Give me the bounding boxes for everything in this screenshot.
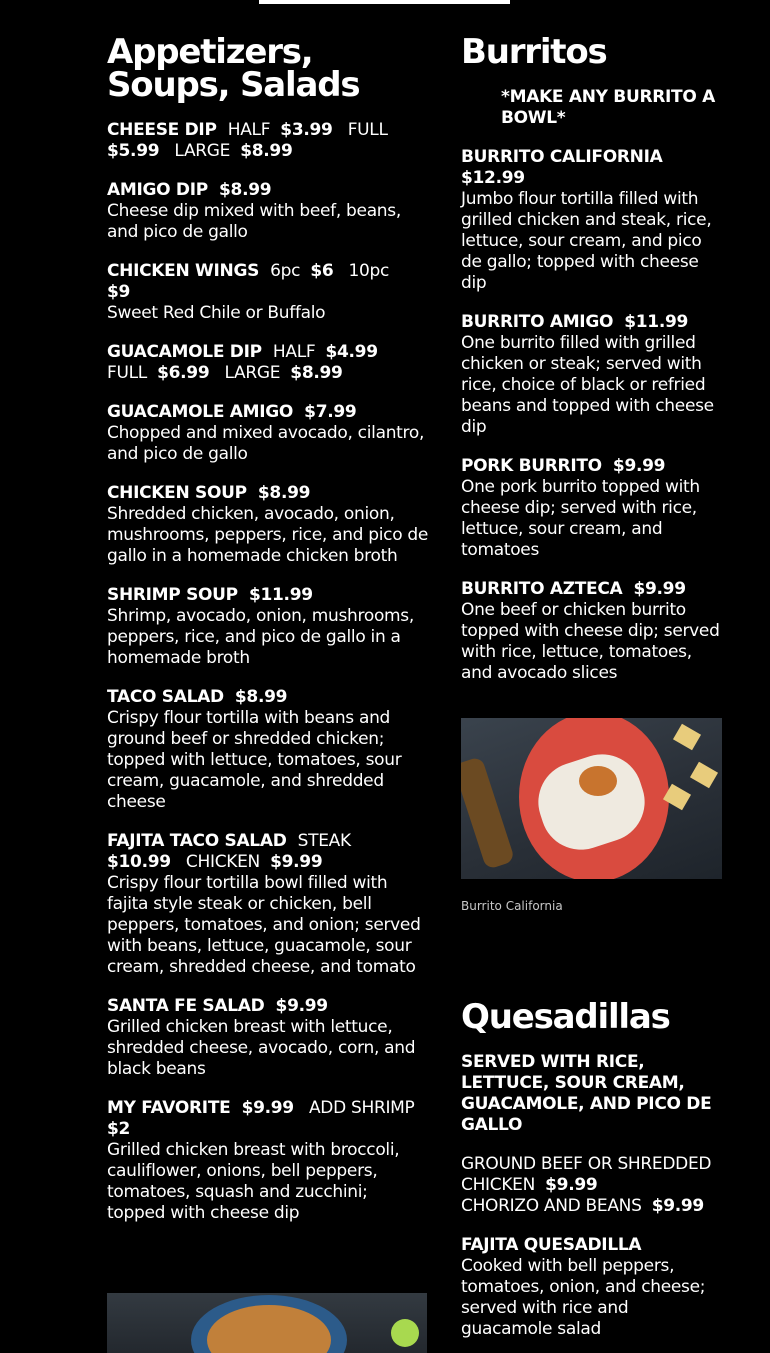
- menu-item-heading: [107, 180, 429, 201]
- chip-shape: [690, 762, 718, 789]
- item-price: $12.99: [461, 168, 525, 188]
- item-price: $8.99: [219, 180, 272, 200]
- item-price: $11.99: [248, 585, 313, 605]
- item-name: CHEESE DIP: [107, 120, 217, 140]
- item-description: Crispy flour tortilla with beans and ground beef or shredded chicken; topped with lettuce, tomatoes, sour cream, guacamole, and shredded cheese: [107, 708, 402, 812]
- item-name: BURRITO CALIFORNIA: [461, 147, 663, 167]
- menu-item-heading: [107, 831, 429, 873]
- item-price: $9: [107, 282, 131, 302]
- menu-item: [461, 312, 723, 438]
- size-option: FULL: [107, 363, 147, 383]
- item-name: FAJITA QUESADILLA: [461, 1235, 642, 1255]
- filling-shape: [579, 766, 617, 796]
- size-option: FULL: [347, 120, 388, 140]
- item-price: $8.99: [234, 687, 288, 707]
- item-name: FAJITA TACO SALAD: [107, 831, 287, 851]
- item-name: AMIGO DIP: [107, 180, 208, 200]
- burrito-california-photo: [461, 718, 722, 879]
- menu-item: [107, 585, 429, 669]
- menu-item-heading: [461, 456, 723, 477]
- item-name: BURRITO AZTECA: [461, 579, 623, 599]
- menu-item-heading: [107, 1098, 429, 1140]
- option-price: $9.99: [545, 1175, 598, 1195]
- menu-item-heading: [107, 996, 429, 1017]
- item-price: $2: [107, 1119, 131, 1139]
- menu-item: [107, 180, 429, 243]
- menu-item: [461, 456, 723, 561]
- item-price: $8.99: [257, 483, 311, 503]
- item-description: Grilled chicken breast with broccoli, cauliflower, onions, bell peppers, tomatoes, squash and zucchini; topped with cheese dip: [107, 1140, 400, 1223]
- size-option: ADD SHRIMP: [308, 1098, 415, 1118]
- photo-caption: Burrito California: [461, 899, 563, 913]
- menu-item: [461, 147, 723, 294]
- menu-item-heading: [461, 579, 723, 600]
- section-title: Appetizers, Soups, Salads: [107, 32, 360, 105]
- item-description: Cheese dip mixed with beef, beans, and pico de gallo: [107, 201, 401, 242]
- size-option: 6pc: [270, 261, 301, 281]
- burritos-list: [461, 147, 723, 684]
- item-description: Grilled chicken breast with lettuce, shredded cheese, avocado, corn, and black beans: [107, 1017, 416, 1079]
- item-description: One burrito filled with grilled chicken or steak; served with rice, choice of black or refried beans and topped with cheese dip: [461, 333, 714, 437]
- menu-item-heading: [107, 342, 429, 384]
- item-name: SHRIMP SOUP: [107, 585, 238, 605]
- menu-item: [107, 483, 429, 567]
- option-label: GROUND BEEF OR SHREDDED CHICKEN: [461, 1154, 712, 1195]
- menu-item-heading: [107, 261, 429, 303]
- menu-item-heading: [461, 312, 723, 333]
- item-price: $6.99: [157, 363, 210, 383]
- item-description: Cooked with bell peppers, tomatoes, onion, and cheese; served with rice and guacamole salad: [461, 1256, 706, 1339]
- menu-item: [107, 402, 429, 465]
- item-price: $9.99: [633, 579, 686, 599]
- item-price: $10.99: [107, 852, 171, 872]
- item-price: $5.99: [107, 141, 160, 161]
- size-option: LARGE: [174, 141, 231, 161]
- item-description: One beef or chicken burrito topped with cheese dip; served with rice, lettuce, tomatoes, and avocado slices: [461, 600, 720, 683]
- chip-shape: [673, 724, 701, 751]
- appetizers-section: [107, 32, 429, 1224]
- menu-item-heading: [107, 687, 429, 708]
- option-price: $9.99: [651, 1196, 704, 1216]
- menu-item-heading: [107, 120, 429, 162]
- soup-photo: [107, 1293, 427, 1353]
- item-name: PORK BURRITO: [461, 456, 602, 476]
- menu-item: [461, 1235, 723, 1340]
- section-title: Burritos: [461, 32, 607, 72]
- item-name: SANTA FE SALAD: [107, 996, 265, 1016]
- item-price: $6: [310, 261, 334, 281]
- size-option: HALF: [272, 342, 316, 362]
- item-description: Chopped and mixed avocado, cilantro, and pico de gallo: [107, 423, 425, 464]
- size-option: CHICKEN: [185, 852, 260, 872]
- menu-item: [107, 687, 429, 813]
- size-option: 10pc: [348, 261, 390, 281]
- section-title: Quesadillas: [461, 997, 670, 1037]
- burritos-section: [461, 32, 723, 1340]
- item-price: $4.99: [325, 342, 378, 362]
- item-description: One pork burrito topped with cheese dip; served with rice, lettuce, sour cream, and tomatoes: [461, 477, 700, 560]
- item-price: $8.99: [290, 363, 343, 383]
- quesadilla-options: [461, 1154, 723, 1217]
- item-description: Crispy flour tortilla bowl filled with fajita style steak or chicken, bell peppers, tomatoes, and onion; served with beans, lettuce, guacamole, sour cream, shredded cheese, and tomato: [107, 873, 421, 977]
- item-price: $7.99: [304, 402, 357, 422]
- item-price: $11.99: [624, 312, 689, 332]
- item-price: $9.99: [275, 996, 328, 1016]
- menu-item: [107, 342, 429, 384]
- item-price: $9.99: [241, 1098, 294, 1118]
- item-name: BURRITO AMIGO: [461, 312, 614, 332]
- option-label: CHORIZO AND BEANS: [461, 1196, 642, 1216]
- quesadillas-list: [461, 1235, 723, 1340]
- item-price: $9.99: [612, 456, 666, 476]
- size-option: STEAK: [297, 831, 351, 851]
- size-option: HALF: [227, 120, 271, 140]
- item-description: Shredded chicken, avocado, onion, mushrooms, peppers, rice, and pico de gallo in a homemade chicken broth: [107, 504, 429, 566]
- burrito-bowl-note: *MAKE ANY BURRITO A BOWL*: [501, 87, 715, 128]
- item-description: Shrimp, avocado, onion, mushrooms, peppers, rice, and pico de gallo in a homemade broth: [107, 606, 414, 668]
- menu-item: [107, 1098, 429, 1224]
- menu-item: [107, 120, 429, 162]
- item-description: Sweet Red Chile or Buffalo: [107, 303, 326, 323]
- item-price: $3.99: [280, 120, 333, 140]
- menu-item-heading: [107, 402, 429, 423]
- item-name: GUACAMOLE DIP: [107, 342, 262, 362]
- menu-item: [107, 996, 429, 1080]
- menu-item: [107, 831, 429, 978]
- option-row: [461, 1154, 723, 1196]
- lime-shape: [391, 1319, 419, 1347]
- top-divider: [259, 0, 510, 4]
- quesadilla-served-note: SERVED WITH RICE, LETTUCE, SOUR CREAM, GUACAMOLE, AND PICO DE GALLO: [461, 1052, 712, 1135]
- item-name: TACO SALAD: [107, 687, 224, 707]
- item-price: $9.99: [270, 852, 323, 872]
- menu-item-heading: [461, 147, 723, 189]
- menu-item: [107, 261, 429, 324]
- menu-item-heading: [107, 585, 429, 606]
- menu-item: [461, 579, 723, 684]
- item-description: Jumbo flour tortilla filled with grilled chicken and steak, rice, lettuce, sour cream, and pico de gallo; topped with cheese dip: [461, 189, 712, 293]
- option-row: [461, 1196, 723, 1217]
- item-price: $8.99: [240, 141, 293, 161]
- size-option: LARGE: [224, 363, 281, 383]
- item-name: GUACAMOLE AMIGO: [107, 402, 294, 422]
- menu-item-heading: [461, 1235, 723, 1256]
- item-name: CHICKEN WINGS: [107, 261, 260, 281]
- item-name: MY FAVORITE: [107, 1098, 231, 1118]
- menu-item-heading: [107, 483, 429, 504]
- item-name: CHICKEN SOUP: [107, 483, 247, 503]
- appetizers-list: [107, 120, 429, 1224]
- bottle-shape: [461, 756, 515, 870]
